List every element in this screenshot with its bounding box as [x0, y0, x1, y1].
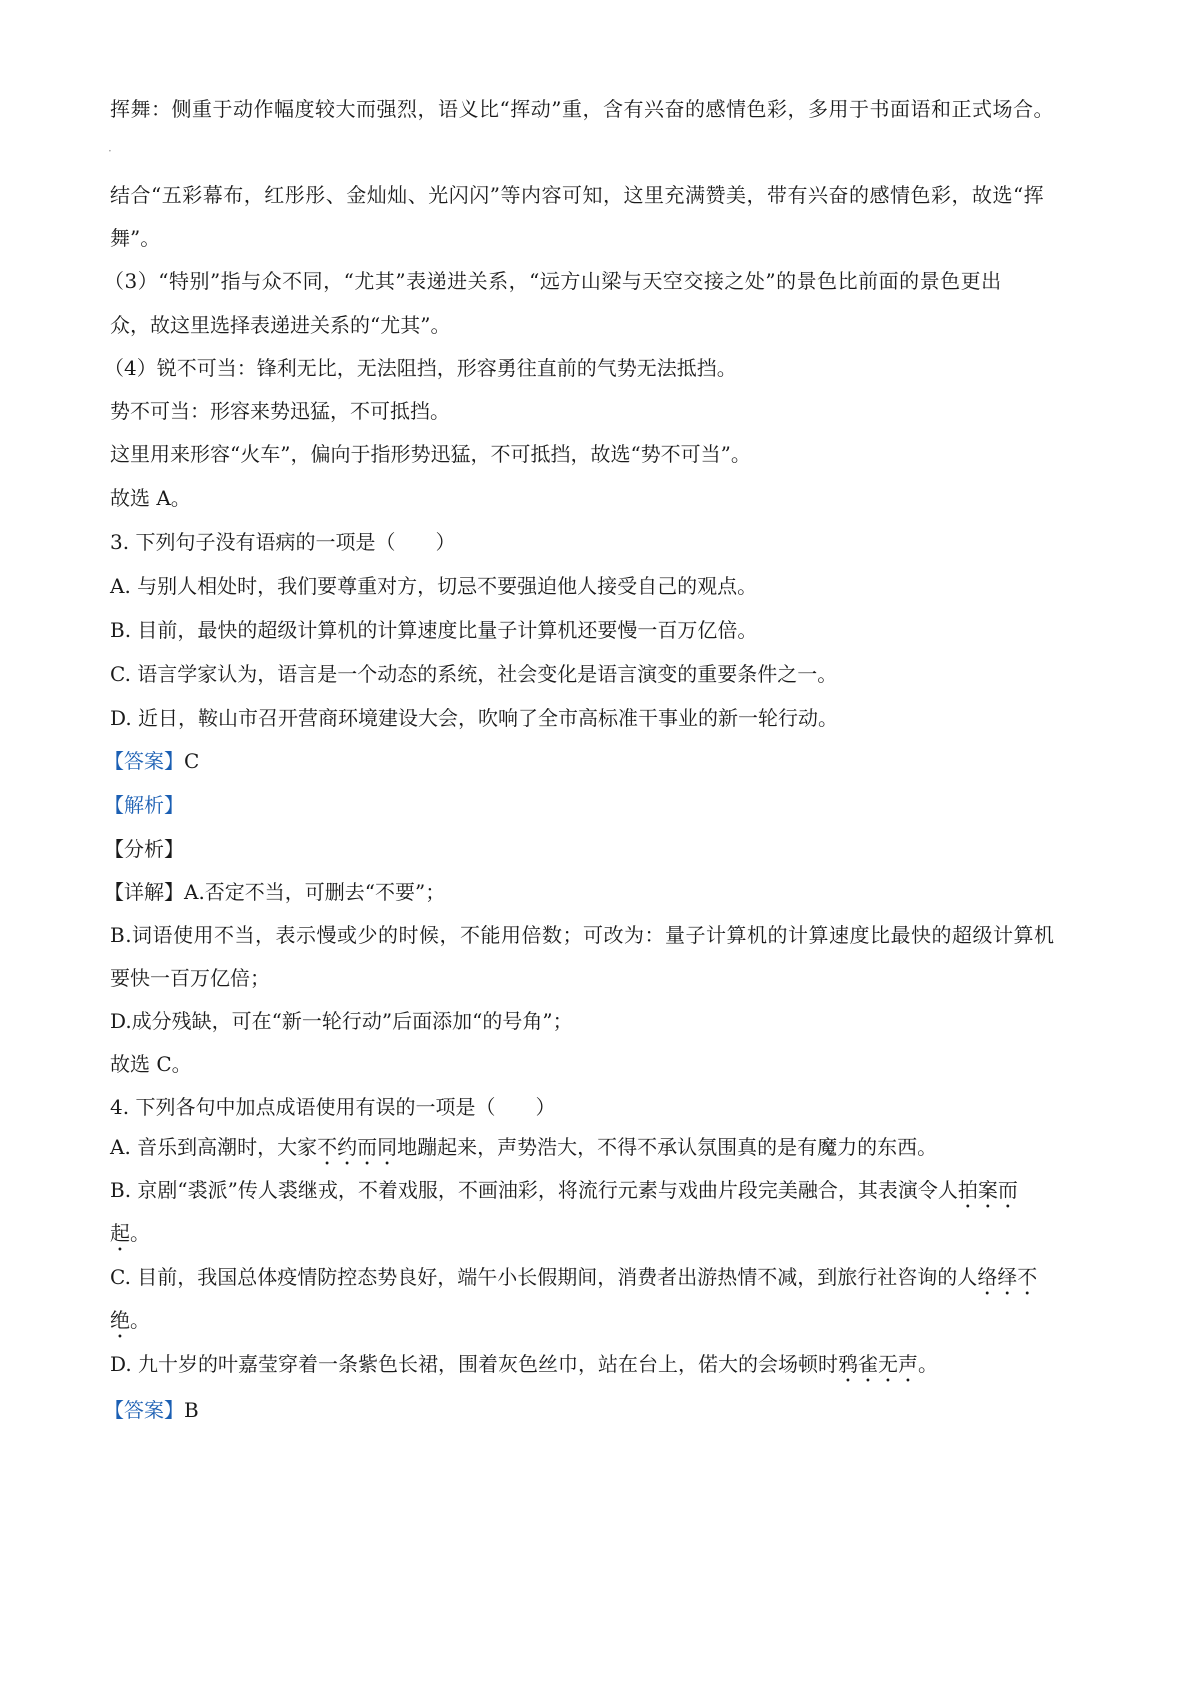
- question-3-stem: 3. 下列句子没有语病的一项是（ ）: [110, 530, 456, 554]
- analysis-label: 【解析】: [104, 793, 184, 817]
- text-line: 这里用来形容“火车”，偏向于指形势迅猛，不可抵挡，故选“势不可当”。: [110, 442, 751, 466]
- option-text: B. 京剧“裘派”传人裘继戎，不着戏服，不画油彩，将流行元素与戏曲片段完美融合，其表演令人: [110, 1178, 958, 1202]
- fenxi-label: 【分析】: [104, 837, 184, 861]
- dotted-idiom: 不约而同: [317, 1135, 398, 1159]
- text-line: 结合“五彩幕布，红彤彤、金灿灿、光闪闪”等内容可知，这里充满赞美，带有兴奋的感情色彩，故选“挥: [110, 183, 1045, 207]
- dotted-idiom: 鸦雀无声: [838, 1352, 919, 1376]
- text-line: （3）“特别”指与众不同，“尤其”表递进关系，“远方山梁与天空交接之处”的景色比前面的景色更出: [104, 269, 1002, 293]
- question-4-option-b: [110, 1177, 1018, 1213]
- question-3-option-d: D. 近日，鞍山市召开营商环境建设大会，吹响了全市高标准干事业的新一轮行动。: [110, 706, 839, 730]
- question-3-answer: [104, 748, 199, 774]
- text-line: 故选 A。: [110, 486, 191, 510]
- question-4-option-c-cont: [110, 1307, 150, 1343]
- detail-text: A.否定不当，可删去“不要”；: [184, 880, 446, 904]
- question-4-option-d: [110, 1351, 938, 1387]
- detail-label: 【详解】: [104, 880, 184, 904]
- answer-value: C: [184, 749, 200, 773]
- scan-mark: ·: [108, 144, 112, 158]
- dotted-idiom: 起: [110, 1221, 130, 1245]
- question-3-fenxi-label: [104, 836, 184, 862]
- option-text: 。: [130, 1308, 150, 1332]
- dotted-idiom: 拍案而: [957, 1178, 1018, 1202]
- text-line: 众，故这里选择表递进关系的“尤其”。: [110, 313, 451, 337]
- text-line: B.词语使用不当，表示慢或少的时候，不能用倍数；可改为：量子计算机的计算速度比最快的超级计算机: [110, 923, 1055, 947]
- text-line: 势不可当：形容来势迅猛，不可抵挡。: [110, 399, 450, 423]
- option-text: 。: [130, 1221, 150, 1245]
- text-line: 故选 C。: [110, 1052, 192, 1076]
- question-4-option-b-cont: [110, 1220, 150, 1256]
- option-text: D. 九十岁的叶嘉莹穿着一条紫色长裙，围着灰色丝巾，站在台上，偌大的会场顿时: [110, 1352, 839, 1376]
- question-3-detail: [104, 879, 445, 905]
- question-3-option-a: A. 与别人相处时，我们要尊重对方，切忌不要强迫他人接受自己的观点。: [110, 574, 758, 598]
- question-4-option-c: [110, 1264, 1037, 1300]
- question-3-analysis-label: [104, 792, 184, 818]
- question-3-option-c: C. 语言学家认为，语言是一个动态的系统，社会变化是语言演变的重要条件之一。: [110, 662, 838, 686]
- dotted-idiom: 络绎不: [977, 1265, 1038, 1289]
- dotted-idiom: 绝: [110, 1308, 130, 1332]
- option-text: C. 目前，我国总体疫情防控态势良好，端午小长假期间，消费者出游热情不减，到旅行社咨询的人: [110, 1265, 978, 1289]
- text-line: 舞”。: [110, 226, 161, 250]
- answer-value: B: [184, 1398, 199, 1422]
- question-3-option-b: B. 目前，最快的超级计算机的计算速度比量子计算机还要慢一百万亿倍。: [110, 618, 758, 642]
- answer-label: 【答案】: [104, 1398, 184, 1422]
- question-4-answer: [104, 1397, 199, 1423]
- option-text: A. 音乐到高潮时，大家: [110, 1135, 318, 1159]
- question-4-option-a: [110, 1134, 937, 1170]
- answer-label: 【答案】: [104, 749, 184, 773]
- text-line: （4）锐不可当：锋利无比，无法阻挡，形容勇往直前的气势无法抵挡。: [104, 356, 737, 380]
- text-line: 要快一百万亿倍；: [110, 966, 270, 990]
- text-line: D.成分残缺，可在“新一轮行动”后面添加“的号角”；: [110, 1009, 573, 1033]
- option-text: 。: [918, 1352, 939, 1376]
- text-line: 挥舞：侧重于动作幅度较大而强烈，语义比“挥动”重，含有兴奋的感情色彩，多用于书面语和正式场合。: [110, 97, 1054, 121]
- question-4-stem: 4. 下列各句中加点成语使用有误的一项是（ ）: [110, 1095, 556, 1119]
- option-text: 地蹦起来，声势浩大，不得不承认氛围真的是有魔力的东西。: [397, 1135, 938, 1159]
